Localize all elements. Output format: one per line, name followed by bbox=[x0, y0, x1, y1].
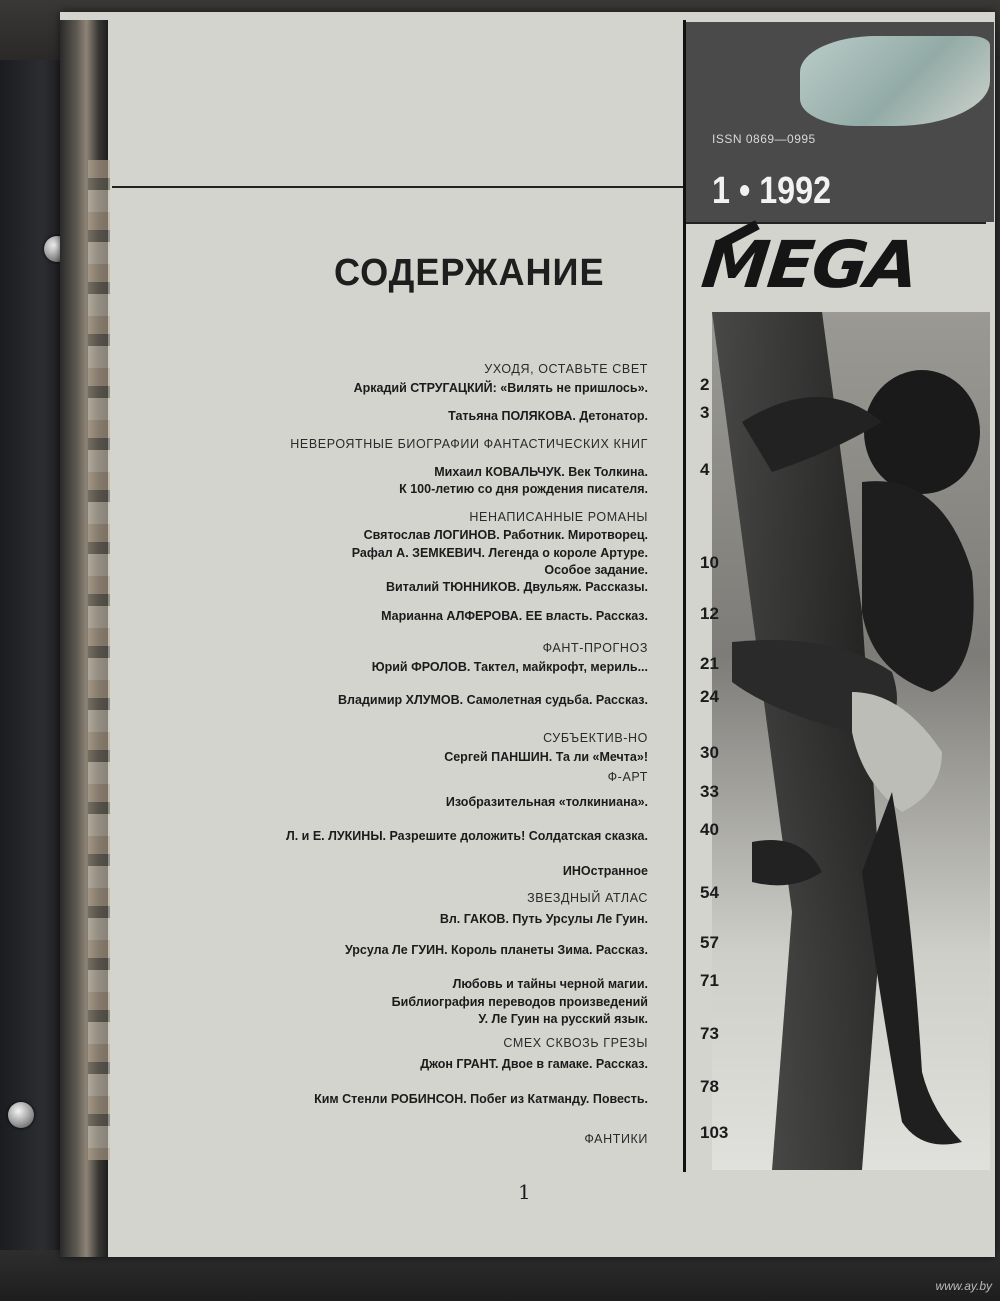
torn-edge bbox=[88, 160, 110, 1160]
divider bbox=[686, 222, 986, 224]
magazine-logo: MEGA bbox=[698, 227, 921, 304]
toc-line: СМЕХ СКВОЗЬ ГРЕЗЫ bbox=[503, 1036, 648, 1050]
toc-line: ФАНТ-ПРОГНОЗ bbox=[542, 641, 648, 655]
rivet-icon bbox=[8, 1102, 34, 1128]
toc-page-number: 21 bbox=[700, 654, 719, 673]
page-number: 1 bbox=[518, 1180, 531, 1204]
toc-page-number: 10 bbox=[700, 553, 719, 572]
toc-line: Святослав ЛОГИНОВ. Работник. Миротворец. bbox=[363, 528, 648, 542]
toc-line: ФАНТИКИ bbox=[584, 1132, 648, 1146]
toc-page-number: 2 bbox=[700, 375, 710, 394]
toc-page-number: 71 bbox=[700, 971, 719, 990]
torn-corner bbox=[800, 36, 990, 126]
toc-line: Особое задание. bbox=[544, 563, 648, 577]
issue-number: 1 • 1992 bbox=[712, 170, 832, 212]
toc-line: Михаил КОВАЛЬЧУК. Век Толкина. bbox=[434, 465, 648, 479]
toc-page-number: 103 bbox=[700, 1123, 729, 1142]
toc-line: Джон ГРАНТ. Двое в гамаке. Рассказ. bbox=[420, 1057, 648, 1071]
divider bbox=[112, 186, 684, 188]
toc-page-number: 73 bbox=[700, 1024, 719, 1043]
toc-page-number: 3 bbox=[700, 403, 710, 422]
cover-illustration bbox=[712, 312, 990, 1170]
toc-page-number: 40 bbox=[700, 820, 719, 839]
toc-line: Ф-АРТ bbox=[607, 770, 648, 784]
toc-line: Библиография переводов произведений bbox=[391, 995, 648, 1009]
toc-line: Юрий ФРОЛОВ. Тактел, майкрофт, мериль... bbox=[371, 660, 648, 674]
toc-line: Ким Стенли РОБИНСОН. Побег из Катманду. Повесть. bbox=[314, 1092, 648, 1106]
toc-line: ЗВЕЗДНЫЙ АТЛАС bbox=[527, 891, 648, 905]
toc-line: Владимир ХЛУМОВ. Самолетная судьба. Рассказ. bbox=[338, 693, 648, 707]
toc-page-number: 24 bbox=[700, 687, 719, 706]
toc-line: СУБЪЕКТИВ-НО bbox=[543, 731, 648, 745]
toc-page-number: 30 bbox=[700, 743, 719, 762]
toc-line: Л. и Е. ЛУКИНЫ. Разрешите доложить! Солдатская сказка. bbox=[285, 829, 648, 843]
toc-page-number: 78 bbox=[700, 1077, 719, 1096]
watermark: www.ay.by bbox=[935, 1279, 992, 1293]
toc-line: К 100-летию со дня рождения писателя. bbox=[399, 482, 648, 496]
toc-page-number: 4 bbox=[700, 460, 710, 479]
toc-line: НЕНАПИСАННЫЕ РОМАНЫ bbox=[469, 510, 648, 524]
toc-line: Вл. ГАКОВ. Путь Урсулы Ле Гуин. bbox=[439, 912, 648, 926]
toc-page-number: 57 bbox=[700, 933, 719, 952]
toc-line: Изобразительная «толкиниана». bbox=[445, 795, 648, 809]
toc-line: Сергей ПАНШИН. Та ли «Мечта»! bbox=[444, 750, 648, 764]
page-title: СОДЕРЖАНИЕ bbox=[334, 252, 605, 294]
divider bbox=[683, 20, 686, 1172]
issn: ISSN 0869—0995 bbox=[712, 132, 816, 146]
toc-line: Аркадий СТРУГАЦКИЙ: «Вилять не пришлось». bbox=[353, 381, 648, 395]
toc-line: Рафал А. ЗЕМКЕВИЧ. Легенда о короле Артуре. bbox=[351, 546, 648, 560]
toc-page-number: 33 bbox=[700, 782, 719, 801]
toc-line: Марианна АЛФЕРОВА. ЕЕ власть. Рассказ. bbox=[381, 609, 648, 623]
toc-line: Татьяна ПОЛЯКОВА. Детонатор. bbox=[448, 409, 648, 423]
toc-page-number: 54 bbox=[700, 883, 719, 902]
toc-line: УХОДЯ, ОСТАВЬТЕ СВЕТ bbox=[484, 362, 648, 376]
climbing-figure-illustration bbox=[712, 312, 990, 1170]
toc-line: Урсула Ле ГУИН. Король планеты Зима. Рассказ. bbox=[345, 943, 648, 957]
toc-page-number: 12 bbox=[700, 604, 719, 623]
toc-line: Виталий ТЮННИКОВ. Двульяж. Рассказы. bbox=[386, 580, 648, 594]
toc-line: ИНОстранное bbox=[562, 864, 648, 878]
toc-line: Любовь и тайны черной магии. bbox=[452, 977, 648, 991]
toc-line: У. Ле Гуин на русский язык. bbox=[478, 1012, 648, 1026]
background-bottom bbox=[0, 1250, 1000, 1301]
toc-line: НЕВЕРОЯТНЫЕ БИОГРАФИИ ФАНТАСТИЧЕСКИХ КНИГ bbox=[290, 437, 648, 451]
